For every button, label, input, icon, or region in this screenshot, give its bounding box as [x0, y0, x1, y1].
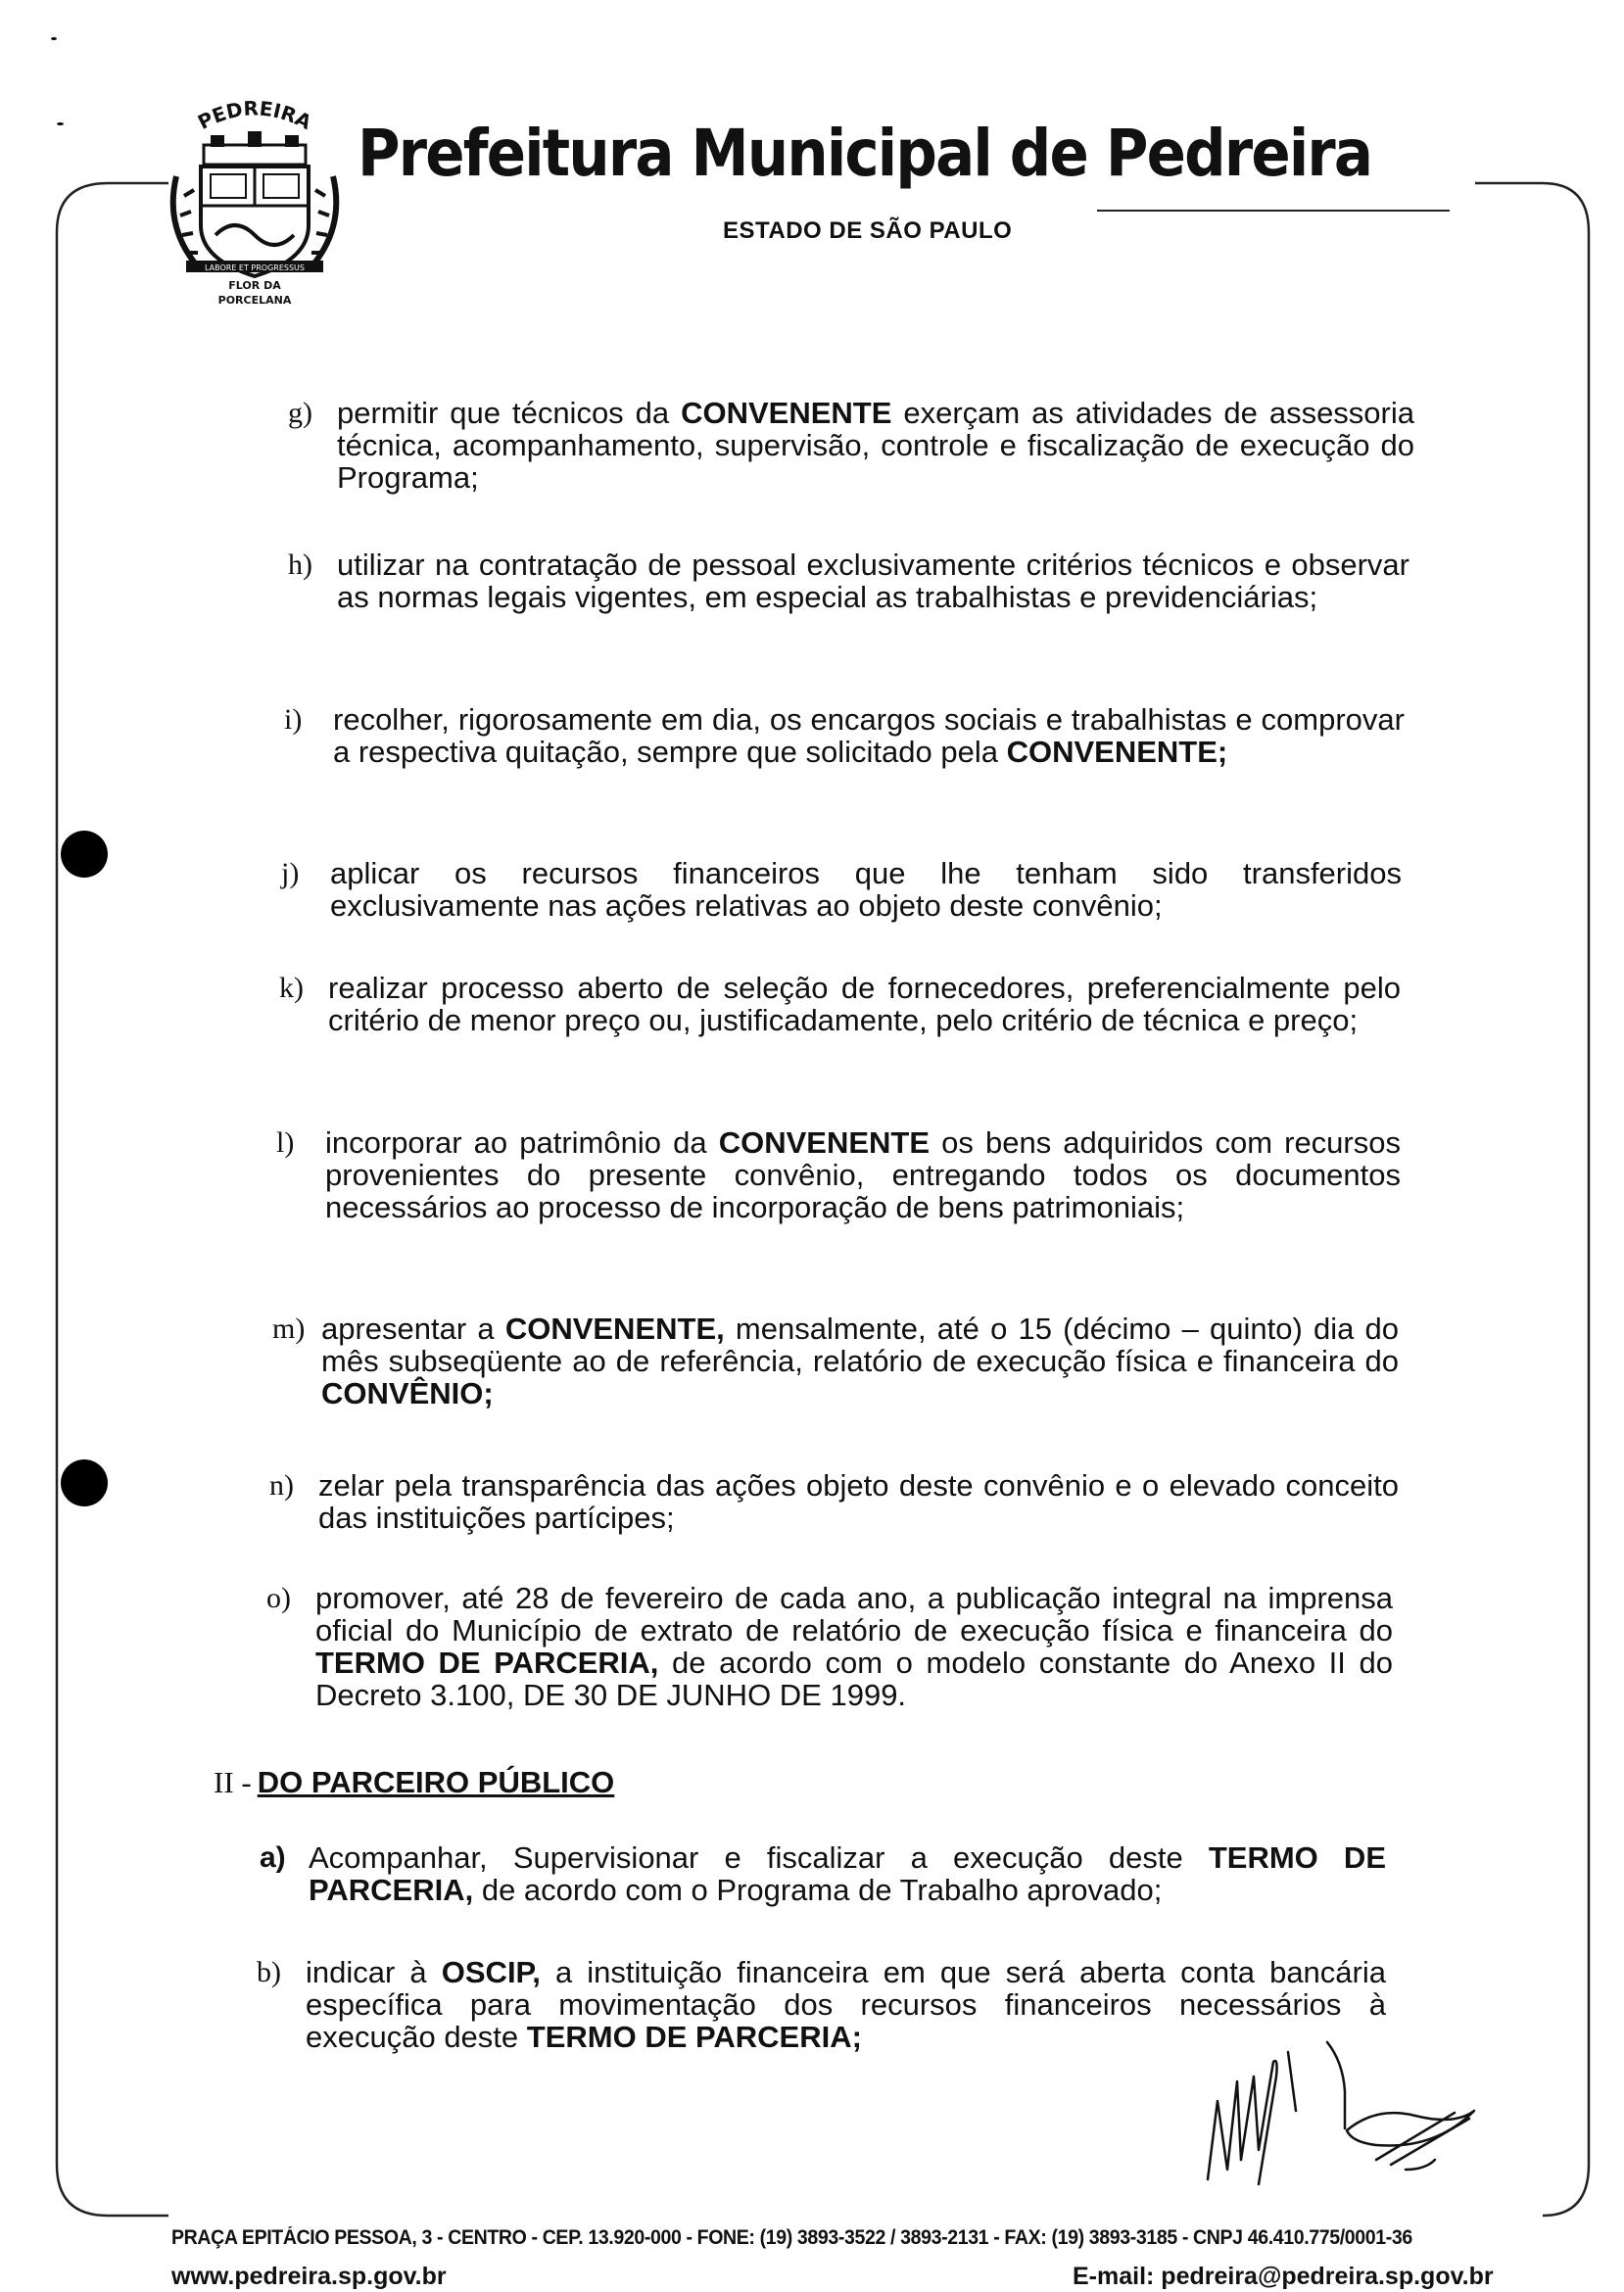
- scan-speck: [51, 37, 57, 40]
- signature-initials: [1180, 2023, 1504, 2194]
- footer-email-link[interactable]: E-mail: pedreira@pedreira.sp.gov.br: [1073, 2263, 1494, 2290]
- svg-text:LABORE ET PROGRESSUS: LABORE ET PROGRESSUS: [205, 263, 305, 272]
- clause-b: b) indicar à OSCIP, a instituição financeira em que será aberta conta bancária específica para movimentação dos recursos financeiros necessários à execução deste TERMO DE PARCERIA;: [257, 1955, 1386, 2054]
- clause-l: l) incorporar ao patrimônio da CONVENENTE os bens adquiridos com recursos provenientes do presente convênio, entregando todos os documentos necessários ao processo de incorporação de bens patrimoniais;: [276, 1125, 1401, 1224]
- svg-text:PORCELANA: PORCELANA: [217, 294, 292, 307]
- scan-speck: [57, 122, 64, 125]
- footer-address: PRAÇA EPITÁCIO PESSOA, 3 - CENTRO - CEP. 13.920-000 - FONE: (19) 3893-3522 / 3893-2131 - FAX: (19) 3893-3185 - CNPJ 46.410.775/0001-36: [171, 2226, 1412, 2249]
- clause-letter: a): [260, 1841, 286, 1874]
- clause-n: n) zelar pela transparência das ações objeto deste convênio e o elevado conceito das instituições partícipes;: [269, 1468, 1399, 1535]
- clause-k: k) realizar processo aberto de seleção de fornecedores, preferencialmente pelo critério de menor preço ou, justificadamente, pelo critério de técnica e preço;: [279, 971, 1401, 1037]
- section-title: DO PARCEIRO PÚBLICO: [257, 1765, 615, 1799]
- clause-letter: g): [288, 397, 312, 429]
- clause-i: i) recolher, rigorosamente em dia, os encargos sociais e trabalhistas e comprovar a respectiva quitação, sempre que solicitado pela CONVENENTE;: [284, 702, 1405, 769]
- clause-o: o) promover, até 28 de fevereiro de cada ano, a publicação integral na imprensa oficial do Município de extrato de relatório de execução física e financeira do TERMO DE PARCERIA, de acordo com o modelo constante do Anexo II do Decreto 3.100, DE 30 DE JUNHO DE 1999.: [266, 1581, 1393, 1712]
- clause-letter: n): [269, 1469, 294, 1502]
- section-heading-parceiro-publico: [214, 1765, 614, 1800]
- clause-j: j) aplicar os recursos financeiros que lhe tenham sido transferidos exclusivamente nas ações relativas ao objeto deste convênio;: [281, 856, 1402, 923]
- clause-h: h) utilizar na contratação de pessoal exclusivamente critérios técnicos e observar as normas legais vigentes, em especial as trabalhistas e previdenciárias;: [288, 548, 1409, 614]
- svg-text:PEDREIRA: PEDREIRA: [193, 96, 315, 135]
- clause-letter: b): [257, 1956, 281, 1988]
- clause-letter: l): [276, 1126, 295, 1159]
- clause-letter: h): [288, 549, 312, 581]
- clause-letter: o): [266, 1582, 291, 1614]
- state-subtitle: ESTADO DE SÃO PAULO: [723, 217, 1013, 244]
- clause-letter: i): [284, 703, 303, 736]
- punch-hole-mark: [61, 1459, 108, 1506]
- clause-letter: k): [279, 972, 304, 1004]
- clause-letter: m): [272, 1313, 306, 1345]
- clause-g: g) permitir que técnicos da CONVENENTE exerçam as atividades de assessoria técnica, acompanhamento, supervisão, controle e fiscalização de execução do Programa;: [288, 396, 1415, 495]
- footer-website-link[interactable]: www.pedreira.sp.gov.br: [171, 2263, 447, 2290]
- clause-m: m) apresentar a CONVENENTE, mensalmente, até o 15 (décimo – quinto) dia do mês subseqüente ao de referência, relatório de execução física e financeira do CONVÊNIO;: [272, 1312, 1400, 1410]
- clause-a: a) Acompanhar, Supervisionar e fiscalizar a execução deste TERMO DE PARCERIA, de acordo com o Programa de Trabalho aprovado;: [260, 1840, 1386, 1907]
- svg-text:FLOR DA: FLOR DA: [228, 279, 281, 292]
- punch-hole-mark: [61, 831, 108, 878]
- clause-letter: j): [281, 857, 300, 889]
- page-title: Prefeitura Municipal de Pedreira: [358, 116, 1372, 191]
- section-number: II -: [214, 1765, 252, 1799]
- municipal-crest-logo: [157, 88, 353, 309]
